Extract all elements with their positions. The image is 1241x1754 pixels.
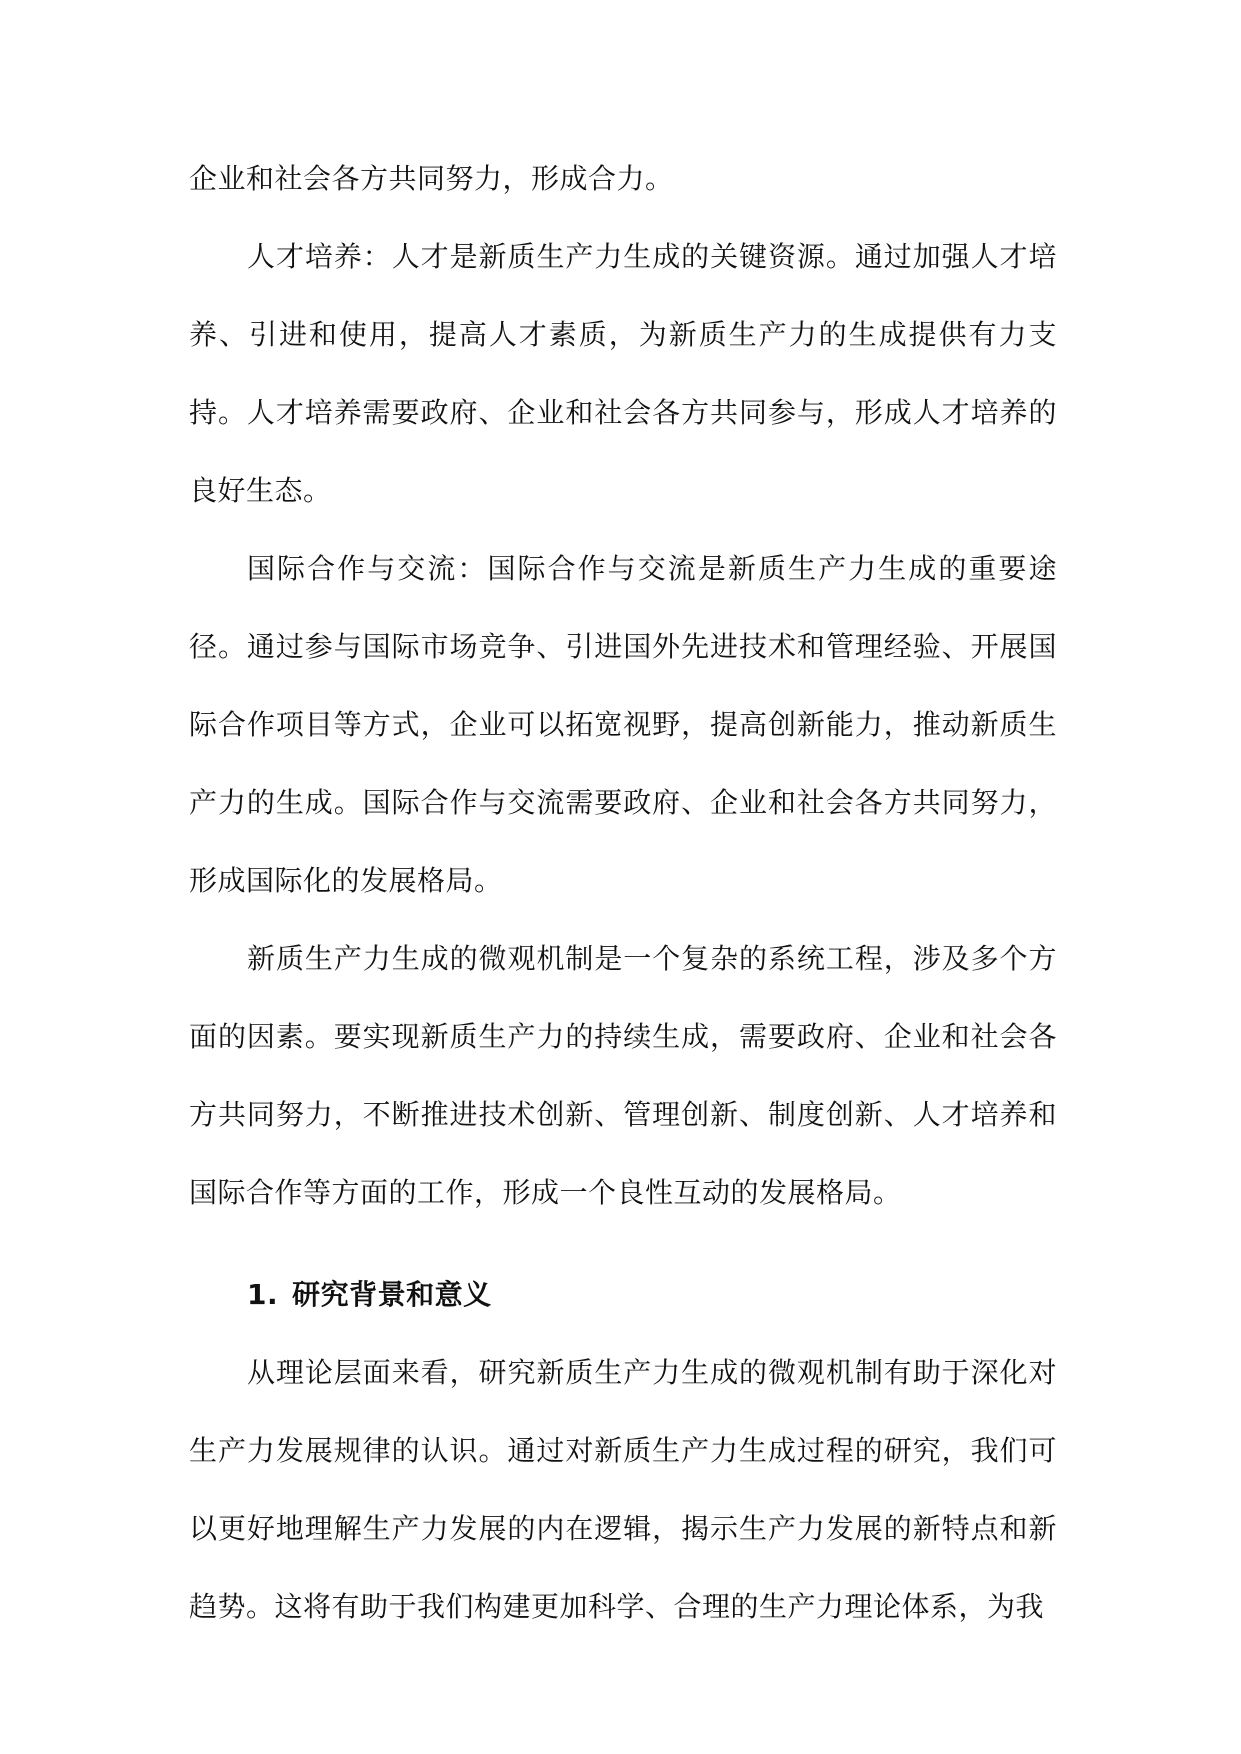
paragraph-international-cooperation: 国际合作与交流：国际合作与交流是新质生产力生成的重要途径。通过参与国际市场竞争、引进国外先进技术和管理经验、开展国际合作项目等方式，企业可以拓宽视野，提高创新能力，推动新质生产力的生成。国际合作与交流需要政府、企业和社会各方共同努力，形成国际化的发展格局。 xyxy=(189,552,1057,897)
paragraph-talent-cultivation: 人才培养：人才是新质生产力生成的关键资源。通过加强人才培养、引进和使用，提高人才素质，为新质生产力的生成提供有力支持。人才培养需要政府、企业和社会各方共同参与，形成人才培养的良好生态。 xyxy=(189,240,1057,507)
paragraph-continuation: 企业和社会各方共同努力，形成合力。 xyxy=(189,162,674,195)
section-number: 1. xyxy=(247,1278,279,1311)
section-heading xyxy=(189,1256,1057,1334)
document-body xyxy=(189,140,1057,1646)
paragraph-summary: 新质生产力生成的微观机制是一个复杂的系统工程，涉及多个方面的因素。要实现新质生产力的持续生成，需要政府、企业和社会各方共同努力，不断推进技术创新、管理创新、制度创新、人才培养和国际合作等方面的工作，形成一个良性互动的发展格局。 xyxy=(189,942,1057,1209)
section-title: 研究背景和意义 xyxy=(292,1278,492,1311)
paragraph-research-background: 从理论层面来看，研究新质生产力生成的微观机制有助于深化对生产力发展规律的认识。通过对新质生产力生成过程的研究，我们可以更好地理解生产力发展的内在逻辑，揭示生产力发展的新特点和新趋势。这将有助于我们构建更加科学、合理的生产力理论体系，为我 xyxy=(189,1356,1057,1623)
